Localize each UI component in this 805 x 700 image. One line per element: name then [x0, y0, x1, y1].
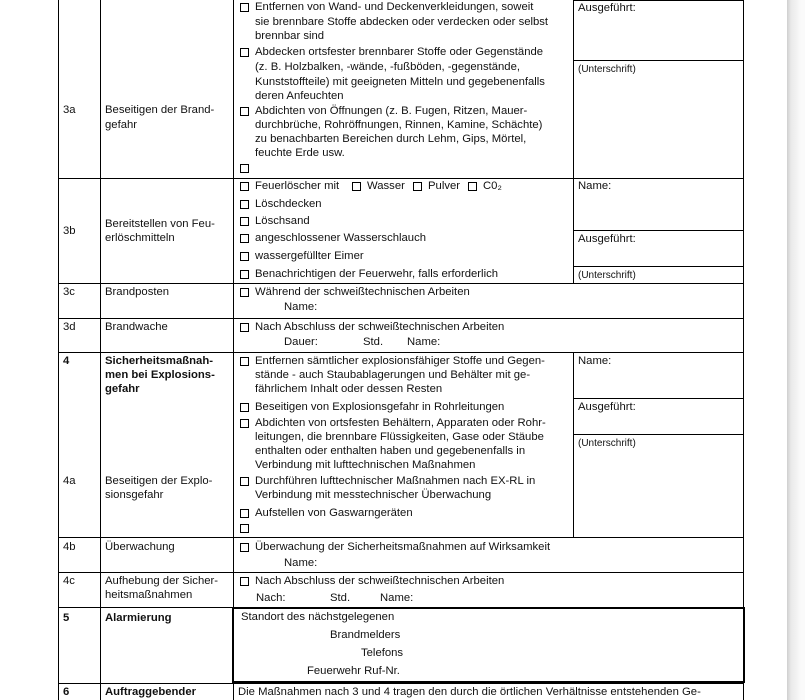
- section-number: 3d: [63, 321, 76, 333]
- item-text: stände - auch Staubablagerungen und Behälter mit ge-: [255, 369, 531, 381]
- checkbox[interactable]: [240, 270, 249, 279]
- alarm-text: Telefons: [361, 647, 404, 659]
- section-title: Auftraggebender: [105, 686, 197, 698]
- row-divider: [58, 683, 744, 684]
- extinguisher-label: Feuerlöscher mit: [255, 180, 340, 192]
- signature-label: (Unterschrift): [578, 270, 636, 281]
- item-text: brennbar sind: [255, 30, 325, 42]
- item-text: enthalten oder enthalten haben und gegebenenfalls in: [255, 445, 526, 457]
- item-text: Löschdecken: [255, 198, 322, 210]
- section-title: sionsgefahr: [105, 489, 164, 501]
- section-title: Sicherheitsmaßnah-: [105, 355, 213, 367]
- grid-line: [100, 0, 101, 700]
- row-divider: [58, 537, 744, 538]
- cell-divider: [573, 398, 744, 399]
- section-text: Die Maßnahmen nach 3 und 4 tragen den durch die örtlichen Verhältnisse entstehenden Ge-: [238, 686, 701, 698]
- option-water: Wasser: [367, 180, 405, 192]
- item-text: deren Anfeuchten: [255, 90, 344, 102]
- item-text: sie brennbare Stoffe abdecken oder verdecken oder selbst: [255, 16, 549, 28]
- grid-line: [233, 0, 234, 700]
- option-powder: Pulver: [428, 180, 461, 192]
- checkbox[interactable]: [240, 182, 249, 191]
- item-text: wassergefüllter Eimer: [255, 250, 364, 262]
- item-text: leitungen, die brennbare Flüssigkeiten, Gase oder Stäube: [255, 431, 544, 443]
- checkbox[interactable]: [413, 182, 422, 191]
- item-text: Beseitigen von Explosionsgefahr in Rohrleitungen: [255, 401, 505, 413]
- section-title: Aufhebung der Sicher-: [105, 575, 219, 587]
- checkbox[interactable]: [240, 509, 249, 518]
- section-title: Beseitigen der Brand-: [105, 104, 215, 116]
- row-divider: [58, 318, 744, 319]
- item-text: zu benachbarten Bereichen durch Lehm, Gips, Mörtel,: [255, 133, 527, 145]
- item-text: Aufstellen von Gaswarngeräten: [255, 507, 413, 519]
- item-text: Benachrichtigen der Feuerwehr, falls erforderlich: [255, 268, 499, 280]
- section-title: Alarmierung: [105, 612, 172, 624]
- checkbox[interactable]: [240, 164, 249, 173]
- section-title: Brandwache: [105, 321, 168, 333]
- section-title: gefahr: [105, 119, 138, 131]
- checkbox[interactable]: [240, 48, 249, 57]
- checkbox[interactable]: [240, 524, 249, 533]
- hours-label: Std.: [363, 336, 384, 348]
- section-number: 4: [63, 355, 70, 367]
- name-label: Name:: [578, 355, 612, 367]
- checkbox[interactable]: [240, 200, 249, 209]
- section-title: Überwachung: [105, 541, 175, 553]
- name-label: Name:: [407, 336, 441, 348]
- item-text: Löschsand: [255, 215, 310, 227]
- item-text: Abdichten von Öffnungen (z. B. Fugen, Ritzen, Mauer-: [255, 105, 528, 117]
- name-label: Name:: [284, 301, 318, 313]
- item-text: feuchte Erde usw.: [255, 147, 345, 159]
- alarm-text: Feuerwehr Ruf-Nr.: [307, 665, 400, 677]
- section-number: 3a: [63, 104, 76, 116]
- grid-line: [743, 0, 744, 700]
- executed-label: Ausgeführt:: [578, 2, 636, 14]
- executed-label: Ausgeführt:: [578, 233, 636, 245]
- section-title: Beseitigen der Explo-: [105, 475, 213, 487]
- section-title: gefahr: [105, 383, 140, 395]
- grid-line: [58, 0, 59, 700]
- grid-line: [573, 353, 574, 538]
- row-divider: [58, 283, 744, 284]
- section-title: Brandposten: [105, 286, 170, 298]
- item-text: Während der schweißtechnischen Arbeiten: [255, 286, 470, 298]
- section-number: 5: [63, 612, 70, 624]
- alarm-text: Brandmelders: [330, 629, 401, 641]
- checkbox[interactable]: [240, 403, 249, 412]
- item-text: Kunststoffteile) mit geeigneten Mitteln und gegebenenfalls: [255, 76, 545, 88]
- checkbox[interactable]: [240, 477, 249, 486]
- signature-label: (Unterschrift): [578, 438, 636, 449]
- item-text: fährlichem Inhalt oder dessen Resten: [255, 383, 443, 395]
- checkbox[interactable]: [240, 323, 249, 332]
- section-title: Bereitstellen von Feu-: [105, 218, 215, 230]
- after-label: Nach:: [256, 592, 286, 604]
- checkbox[interactable]: [240, 357, 249, 366]
- item-text: Abdecken ortsfester brennbarer Stoffe oder Gegenstände: [255, 46, 544, 58]
- checkbox[interactable]: [240, 419, 249, 428]
- signature-label: (Unterschrift): [578, 64, 636, 75]
- item-text: Überwachung der Sicherheitsmaßnahmen auf Wirksamkeit: [255, 541, 551, 553]
- name-label: Name:: [578, 180, 612, 192]
- cell-divider: [573, 60, 744, 61]
- section-number: 6: [63, 686, 70, 698]
- cell-divider: [573, 230, 744, 231]
- item-text: durchbrüche, Rohröffnungen, Rinnen, Kamine, Schächte): [255, 119, 543, 131]
- section-title: heitsmaßnahmen: [105, 589, 193, 601]
- checkbox[interactable]: [240, 288, 249, 297]
- cell-divider: [573, 266, 744, 267]
- cell-divider: [573, 434, 744, 435]
- checkbox[interactable]: [240, 252, 249, 261]
- name-label: Name:: [380, 592, 414, 604]
- checkbox[interactable]: [468, 182, 477, 191]
- option-co2: C0₂: [483, 180, 502, 192]
- item-text: Durchführen lufttechnischer Maßnahmen nach EX-RL in: [255, 475, 536, 487]
- checkbox[interactable]: [240, 234, 249, 243]
- item-text: (z. B. Holzbalken, -wände, -fußböden, -gegenstände,: [255, 61, 521, 73]
- section-title: men bei Explosions-: [105, 369, 215, 381]
- executed-label: Ausgeführt:: [578, 401, 636, 413]
- item-text: angeschlossener Wasserschlauch: [255, 232, 427, 244]
- section-number: 4a: [63, 475, 76, 487]
- item-text: Nach Abschluss der schweißtechnischen Arbeiten: [255, 575, 505, 587]
- checkbox[interactable]: [240, 543, 249, 552]
- item-text: Verbindung mit messtechnischer Überwachung: [255, 489, 492, 501]
- checkbox[interactable]: [240, 107, 249, 116]
- alarm-text: Standort des nächstgelegenen: [241, 611, 395, 623]
- checkbox[interactable]: [240, 577, 249, 586]
- section-number: 3c: [63, 286, 75, 298]
- checkbox[interactable]: [240, 217, 249, 226]
- section-number: 4c: [63, 575, 75, 587]
- item-text: Abdichten von ortsfesten Behältern, Apparaten oder Rohr-: [255, 417, 546, 429]
- item-text: Verbindung mit lufttechnischen Maßnahmen: [255, 459, 476, 471]
- duration-label: Dauer:: [284, 336, 318, 348]
- row-divider: [58, 352, 744, 353]
- section-number: 3b: [63, 225, 76, 237]
- checkbox[interactable]: [240, 3, 249, 12]
- grid-line: [573, 0, 574, 284]
- row-divider: [58, 572, 744, 573]
- item-text: Entfernen sämtlicher explosionsfähiger Stoffe und Gegen-: [255, 355, 545, 367]
- page-shadow: [787, 0, 805, 700]
- checkbox[interactable]: [352, 182, 361, 191]
- item-text: Entfernen von Wand- und Deckenverkleidungen, soweit: [255, 1, 534, 13]
- hours-label: Std.: [330, 592, 351, 604]
- name-label: Name:: [284, 557, 318, 569]
- section-title: erlöschmitteln: [105, 232, 175, 244]
- item-text: Nach Abschluss der schweißtechnischen Arbeiten: [255, 321, 505, 333]
- section-number: 4b: [63, 541, 76, 553]
